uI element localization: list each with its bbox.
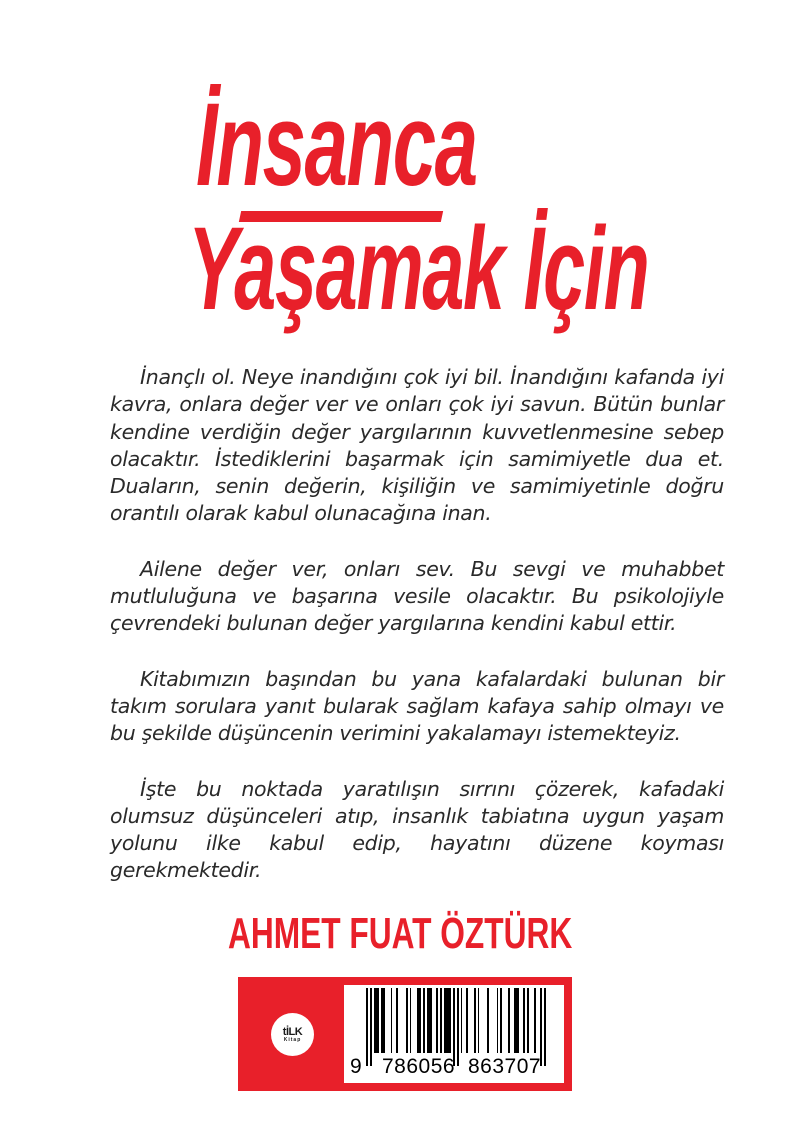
author-name-text: AHMET FUAT ÖZTÜRK <box>227 909 573 958</box>
author-name <box>0 910 800 958</box>
blurb-paragraph-3: Kitabımızın başından bu yana kafalardaki bulunan bir takım sorulara yanıt bularak sağlam kafaya sahip olmayı ve bu şekilde düşüncenin verimini yakalamayı istemekteyiz. <box>110 666 724 746</box>
blurb-paragraph-1: İnançlı ol. Neye inandığını çok iyi bil. İnandığını kafanda iyi kavra, onlara değer ver ve onları çok iyi savun. Bütün bunlar kendine verdiğin değer yargılarının kuvvetlenmesine sebep olacaktır. İstediklerini başarmak için samimiyetle dua et. Duaların, senin değerin, kişiliğin ve samimiyetinle doğru orantılı olarak kabul olunacağına inan. <box>110 365 724 526</box>
blurb-paragraph-2: Ailene değer ver, onları sev. Bu sevgi ve muhabbet mutluluğuna ve başarına vesile olacaktır. Bu psikolojiyle çevrendeki bulunan değer yargılarına kendini kabul ettir. <box>110 556 724 636</box>
isbn-lead-digit: 9 <box>350 1055 362 1078</box>
title-line-1: İnsanca <box>196 79 477 211</box>
blurb-paragraph-4: İşte bu noktada yaratılışın sırrını çözerek, kafadaki olumsuz düşünceleri atıp, insanlık tabiatına uygun yaşam yolunu ilke kabul edip, hayatını düzene koyması gerekmektedir. <box>110 776 724 883</box>
publisher-logo-subtext: Kitap <box>283 1036 302 1043</box>
barcode-digits <box>344 1053 564 1081</box>
isbn-barcode <box>344 985 564 1083</box>
fox-logo-icon <box>271 1013 314 1056</box>
cover-title <box>0 70 800 340</box>
title-line-2: Yaşamak İçin <box>188 203 649 335</box>
barcode-bars <box>366 988 546 1063</box>
isbn-group-2: 863707 <box>468 1055 542 1078</box>
isbn-group-1: 786056 <box>382 1055 456 1078</box>
publisher-logo-text: tİLK <box>282 1025 303 1038</box>
back-cover-blurb <box>110 364 724 913</box>
